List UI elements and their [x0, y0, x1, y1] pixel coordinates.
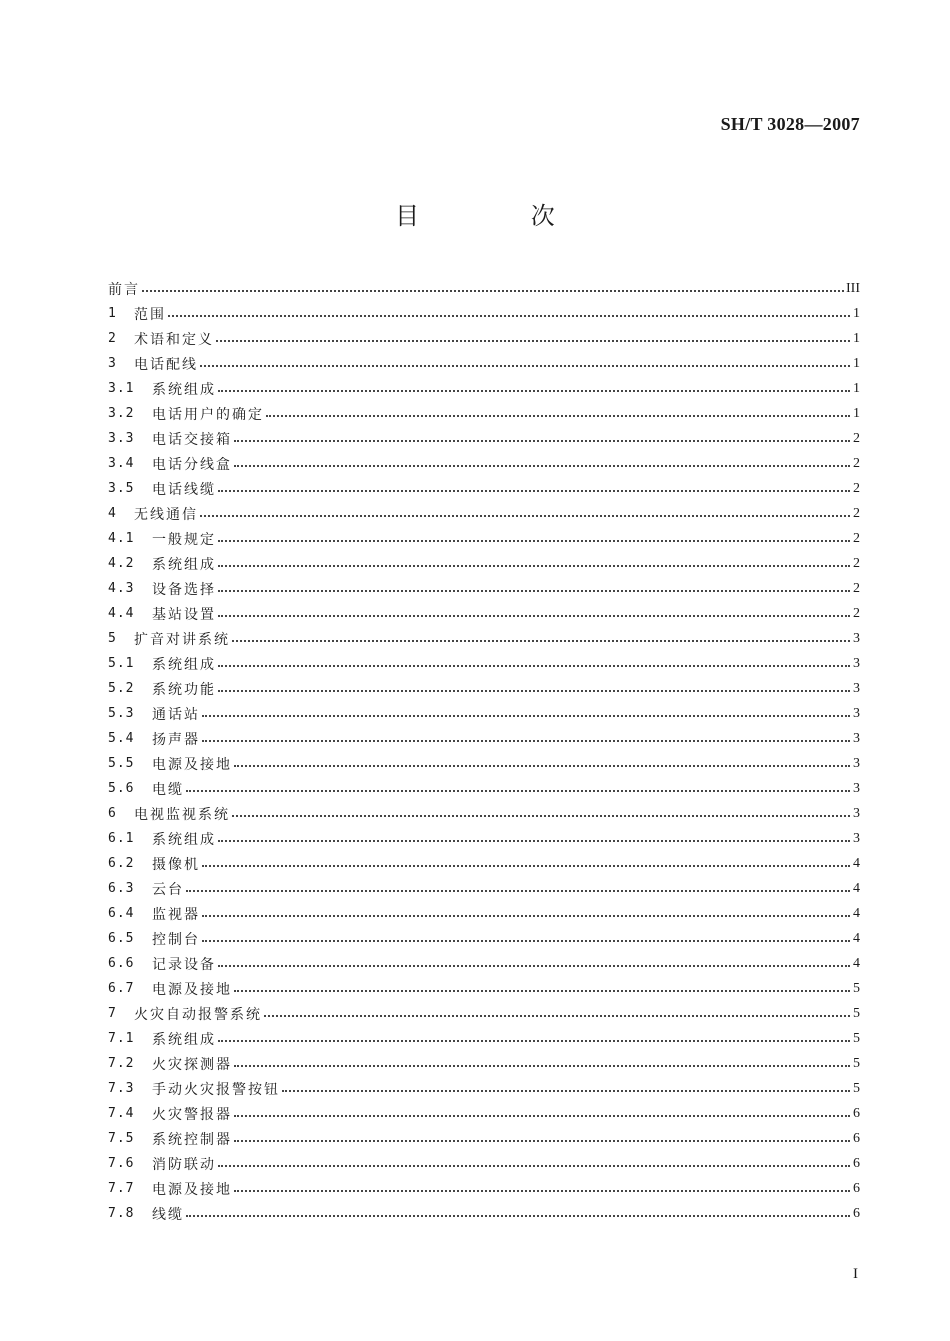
toc-entry-number: 5.2 — [108, 681, 135, 696]
toc-entry-number: 3 — [108, 356, 117, 371]
toc-entry-page: 3 — [853, 755, 860, 771]
toc-entry-page: 3 — [853, 655, 860, 671]
toc-title: 目 次 — [395, 202, 607, 230]
dot-leader — [218, 576, 850, 592]
toc-entry-number: 4.4 — [108, 606, 135, 621]
toc-entry-page: 3 — [853, 680, 860, 696]
toc-entry-number: 7.4 — [108, 1106, 135, 1121]
toc-entry-number: 3.5 — [108, 481, 135, 496]
toc-entry-page: 6 — [853, 1180, 860, 1196]
toc-entry-title: 扩音对讲系统 — [134, 631, 230, 648]
dot-leader — [234, 451, 850, 467]
toc-entry-title: 消防联动 — [152, 1156, 216, 1173]
toc-entry-number: 6.7 — [108, 981, 135, 996]
toc-entry — [108, 701, 860, 726]
dot-leader — [232, 626, 850, 642]
toc-entry — [108, 501, 860, 526]
toc-entry — [108, 976, 860, 1001]
dot-leader — [232, 801, 850, 817]
toc-entry-number: 6.4 — [108, 906, 135, 921]
toc-entry-number: 4.3 — [108, 581, 135, 596]
toc-entry-title: 前言 — [108, 281, 140, 298]
toc-entry-page: 2 — [853, 505, 860, 521]
dot-leader — [234, 976, 850, 992]
toc-entry-number: 6.2 — [108, 856, 135, 871]
toc-entry-title: 系统组成 — [152, 381, 216, 398]
toc-entry-page: 5 — [853, 980, 860, 996]
toc-entry-number: 1 — [108, 306, 117, 321]
dot-leader — [218, 376, 850, 392]
page-number: I — [853, 1266, 858, 1282]
toc-entry-title: 扬声器 — [152, 731, 200, 748]
dot-leader — [218, 526, 850, 542]
toc-entry-title: 系统组成 — [152, 656, 216, 673]
toc-entry-title: 范围 — [134, 306, 166, 323]
toc-entry-title: 电话配线 — [134, 356, 198, 373]
toc-entry — [108, 401, 860, 426]
toc-entry-number: 4.2 — [108, 556, 135, 571]
toc-entry-title: 通话站 — [152, 706, 200, 723]
toc-entry-title: 系统组成 — [152, 1031, 216, 1048]
toc-entry-number: 7.7 — [108, 1181, 135, 1196]
toc-entry-number: 5.3 — [108, 706, 135, 721]
toc-entry-title: 火灾自动报警系统 — [134, 1006, 262, 1023]
toc-entry-number: 7 — [108, 1006, 117, 1021]
toc-entry — [108, 601, 860, 626]
toc-entry-title: 电源及接地 — [152, 756, 232, 773]
toc-entry-page: 1 — [853, 355, 860, 371]
toc-entry-number: 3.4 — [108, 456, 135, 471]
toc-entry-page: 1 — [853, 305, 860, 321]
dot-leader — [218, 1151, 850, 1167]
toc-entry-page: 3 — [853, 705, 860, 721]
toc-entry-number: 5.5 — [108, 756, 135, 771]
toc-entry — [108, 426, 860, 451]
toc-entry — [108, 726, 860, 751]
toc-entry-page: 4 — [853, 955, 860, 971]
toc-entry — [108, 876, 860, 901]
toc-entry-number: 7.6 — [108, 1156, 135, 1171]
toc-entry — [108, 1176, 860, 1201]
toc-entry — [108, 301, 860, 326]
toc-entry-page: 1 — [853, 330, 860, 346]
toc-entry-page: 2 — [853, 530, 860, 546]
toc-entry-title: 系统组成 — [152, 831, 216, 848]
toc-entry-title: 电话分线盒 — [152, 456, 232, 473]
toc-entry — [108, 1051, 860, 1076]
toc-entry-number: 6.1 — [108, 831, 135, 846]
toc-entry-page: 4 — [853, 930, 860, 946]
toc-entry-title: 电话交接箱 — [152, 431, 232, 448]
toc-entry-number: 6.3 — [108, 881, 135, 896]
toc-entry-page: III — [846, 280, 860, 296]
dot-leader — [218, 476, 850, 492]
dot-leader — [234, 426, 850, 442]
toc-entry — [108, 476, 860, 501]
dot-leader — [202, 701, 850, 717]
toc-entry — [108, 926, 860, 951]
table-of-contents — [108, 276, 860, 1226]
toc-entry — [108, 526, 860, 551]
toc-entry — [108, 276, 860, 301]
toc-entry-title: 控制台 — [152, 931, 200, 948]
toc-entry-number: 7.8 — [108, 1206, 135, 1221]
toc-entry-page: 3 — [853, 805, 860, 821]
toc-entry — [108, 751, 860, 776]
dot-leader — [234, 1101, 850, 1117]
toc-entry — [108, 851, 860, 876]
toc-entry-number: 5.1 — [108, 656, 135, 671]
toc-entry-number: 5.4 — [108, 731, 135, 746]
toc-entry-title: 基站设置 — [152, 606, 216, 623]
dot-leader — [202, 851, 850, 867]
dot-leader — [142, 276, 844, 292]
dot-leader — [216, 326, 850, 342]
toc-entry — [108, 576, 860, 601]
toc-entry — [108, 1151, 860, 1176]
toc-entry-title: 电视监视系统 — [134, 806, 230, 823]
dot-leader — [186, 1201, 850, 1217]
toc-entry-page: 6 — [853, 1205, 860, 1221]
toc-entry-title: 系统功能 — [152, 681, 216, 698]
toc-entry-number: 6 — [108, 806, 117, 821]
toc-entry-page: 1 — [853, 380, 860, 396]
toc-entry-page: 2 — [853, 580, 860, 596]
toc-entry-page: 4 — [853, 855, 860, 871]
toc-entry-title: 电话用户的确定 — [152, 406, 264, 423]
toc-entry-number: 7.3 — [108, 1081, 135, 1096]
dot-leader — [282, 1076, 850, 1092]
toc-entry — [108, 626, 860, 651]
toc-entry — [108, 901, 860, 926]
toc-entry-page: 2 — [853, 555, 860, 571]
toc-entry — [108, 826, 860, 851]
toc-entry-number: 5.6 — [108, 781, 135, 796]
toc-entry-page: 6 — [853, 1105, 860, 1121]
dot-leader — [218, 951, 850, 967]
standard-number: SH/T 3028—2007 — [720, 114, 860, 134]
toc-entry-title: 无线通信 — [134, 506, 198, 523]
toc-entry-title: 系统控制器 — [152, 1131, 232, 1148]
dot-leader — [186, 876, 850, 892]
toc-entry-number: 3.2 — [108, 406, 135, 421]
toc-entry-number: 6.6 — [108, 956, 135, 971]
toc-entry — [108, 1026, 860, 1051]
toc-entry-number: 2 — [108, 331, 117, 346]
toc-entry — [108, 801, 860, 826]
dot-leader — [234, 1051, 850, 1067]
toc-entry-title: 电源及接地 — [152, 1181, 232, 1198]
toc-entry — [108, 676, 860, 701]
toc-entry-page: 3 — [853, 830, 860, 846]
toc-entry-number: 7.2 — [108, 1056, 135, 1071]
dot-leader — [168, 301, 850, 317]
toc-entry-page: 2 — [853, 430, 860, 446]
toc-entry — [108, 376, 860, 401]
dot-leader — [200, 351, 850, 367]
dot-leader — [264, 1001, 850, 1017]
toc-entry-page: 3 — [853, 780, 860, 796]
toc-entry-page: 4 — [853, 880, 860, 896]
toc-entry-title: 线缆 — [152, 1206, 184, 1223]
toc-entry-page: 6 — [853, 1155, 860, 1171]
toc-entry — [108, 776, 860, 801]
toc-entry-title: 术语和定义 — [134, 331, 214, 348]
dot-leader — [202, 926, 850, 942]
toc-entry-number: 6.5 — [108, 931, 135, 946]
toc-entry-title: 火灾探测器 — [152, 1056, 232, 1073]
toc-entry-page: 3 — [853, 630, 860, 646]
dot-leader — [218, 651, 850, 667]
toc-entry-title: 监视器 — [152, 906, 200, 923]
toc-entry — [108, 351, 860, 376]
toc-entry — [108, 451, 860, 476]
toc-entry-page: 6 — [853, 1130, 860, 1146]
toc-entry-title: 电缆 — [152, 781, 184, 798]
dot-leader — [218, 676, 850, 692]
dot-leader — [218, 826, 850, 842]
toc-entry — [108, 326, 860, 351]
toc-entry-title: 一般规定 — [152, 531, 216, 548]
toc-entry-page: 5 — [853, 1055, 860, 1071]
toc-entry-number: 3.3 — [108, 431, 135, 446]
toc-entry-number: 3.1 — [108, 381, 135, 396]
toc-entry — [108, 1126, 860, 1151]
toc-entry — [108, 1001, 860, 1026]
toc-entry-page: 4 — [853, 905, 860, 921]
toc-entry — [108, 1201, 860, 1226]
toc-entry-page: 2 — [853, 605, 860, 621]
dot-leader — [234, 1126, 850, 1142]
toc-entry-page: 5 — [853, 1080, 860, 1096]
toc-entry-page: 5 — [853, 1030, 860, 1046]
dot-leader — [266, 401, 850, 417]
toc-entry-number: 7.1 — [108, 1031, 135, 1046]
toc-entry-title: 系统组成 — [152, 556, 216, 573]
toc-entry-title: 记录设备 — [152, 956, 216, 973]
toc-entry — [108, 1101, 860, 1126]
toc-entry-title: 摄像机 — [152, 856, 200, 873]
dot-leader — [200, 501, 850, 517]
dot-leader — [234, 751, 850, 767]
toc-entry-title: 设备选择 — [152, 581, 216, 598]
toc-entry-title: 手动火灾报警按钮 — [152, 1081, 280, 1098]
toc-entry-page: 2 — [853, 455, 860, 471]
toc-entry-number: 4 — [108, 506, 117, 521]
toc-entry-page: 1 — [853, 405, 860, 421]
toc-entry-title: 云台 — [152, 881, 184, 898]
dot-leader — [218, 551, 850, 567]
toc-entry-number: 7.5 — [108, 1131, 135, 1146]
dot-leader — [202, 726, 850, 742]
toc-entry — [108, 551, 860, 576]
toc-entry-page: 5 — [853, 1005, 860, 1021]
toc-entry-number: 5 — [108, 631, 117, 646]
dot-leader — [218, 1026, 850, 1042]
toc-entry-number: 4.1 — [108, 531, 135, 546]
toc-entry — [108, 1076, 860, 1101]
dot-leader — [234, 1176, 850, 1192]
dot-leader — [218, 601, 850, 617]
toc-entry-page: 2 — [853, 480, 860, 496]
dot-leader — [202, 901, 850, 917]
toc-entry-title: 火灾警报器 — [152, 1106, 232, 1123]
toc-entry-title: 电源及接地 — [152, 981, 232, 998]
toc-entry-page: 3 — [853, 730, 860, 746]
toc-entry — [108, 651, 860, 676]
toc-entry-title: 电话线缆 — [152, 481, 216, 498]
toc-entry — [108, 951, 860, 976]
dot-leader — [186, 776, 850, 792]
